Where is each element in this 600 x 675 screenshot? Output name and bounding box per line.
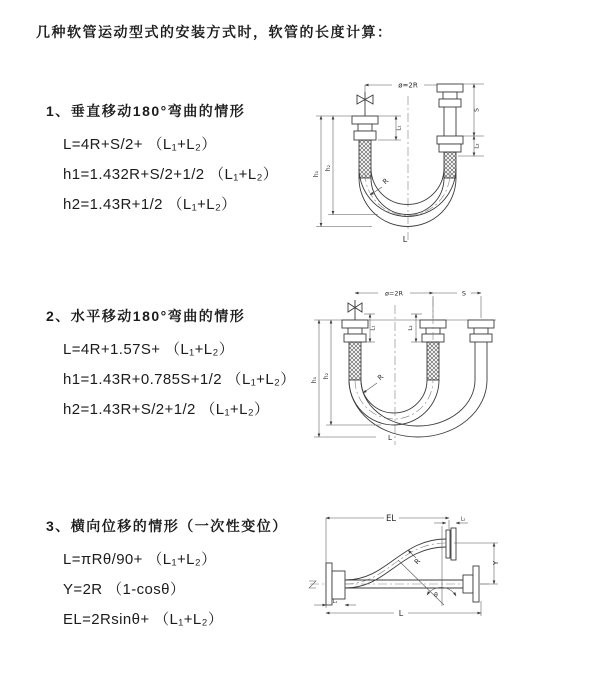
- flange-fitting-upper: [446, 528, 456, 560]
- flange-fitting-right-lower: [437, 136, 463, 178]
- braided-section: [359, 140, 371, 178]
- flange-fitting-right: [463, 566, 479, 602]
- formula: h1=1.43R+0.785S+1/2 （L₁+L₂）: [63, 371, 296, 388]
- flange-fitting-right-upper: [437, 84, 463, 136]
- radius-leader: [363, 373, 385, 393]
- radius-label: R: [412, 557, 423, 567]
- formula: L=πRθ/90+ （L₁+L₂）: [63, 551, 217, 568]
- diagram-lateral-offset: [296, 496, 600, 632]
- diagram-horizontal-travel: [306, 280, 598, 465]
- page-title: 几种软管运动型式的安装方式时，软管的长度计算：: [36, 24, 393, 40]
- section-2: [46, 306, 296, 425]
- dimension-length: [326, 601, 481, 618]
- valve-icon: [357, 92, 373, 116]
- formula: h1=1.432R+S/2+1/2 （L₁+L₂）: [63, 166, 279, 183]
- fitting-left-label: L₁: [396, 125, 403, 131]
- fitting-right-label: L₂: [474, 143, 481, 149]
- fitting-left-label: L₁: [370, 325, 377, 331]
- formula: Y=2R （1-cosθ）: [63, 581, 186, 598]
- offset-label: Y: [492, 560, 500, 566]
- radius-label: R: [376, 372, 386, 383]
- formula: h2=1.43R+1/2 （L₁+L₂）: [63, 196, 237, 213]
- stroke-label: S: [461, 289, 467, 298]
- flange-fitting-right: [468, 320, 494, 380]
- formula: h2=1.43R+S/2+1/2 （L₁+L₂）: [63, 401, 270, 418]
- braided-section: [427, 342, 439, 380]
- section-3-heading: 3、横向位移的情形（一次性变位）: [46, 518, 288, 534]
- length-label: L: [402, 235, 408, 244]
- span-top-label: ø=2R: [398, 81, 418, 90]
- span-top-label: EL: [385, 514, 397, 524]
- hose-u-bend: [359, 168, 456, 227]
- flange-fitting-left: [352, 116, 378, 178]
- length-label: L: [388, 434, 392, 442]
- section-2-heading: 2、水平移动180°弯曲的情形: [46, 308, 246, 324]
- diagram-vertical-travel: [308, 66, 598, 264]
- stroke-label: S: [473, 108, 481, 112]
- fitting-right-label: L₂: [460, 516, 466, 523]
- dimension-fitting-right: [434, 517, 468, 524]
- dimension-fitting-left: [314, 599, 356, 605]
- dimension-fitting-left: [378, 116, 403, 140]
- height1-label: h₁: [313, 170, 320, 178]
- height1-label: h₁: [311, 376, 318, 384]
- formula: EL=2Rsinθ+ （L₁+L₂）: [63, 611, 224, 628]
- formula: L=4R+1.57S+ （L₁+L₂）: [63, 341, 235, 358]
- section-1: [46, 101, 278, 220]
- angle-label: θ: [434, 592, 438, 599]
- formula: L=4R+S/2+ （L₁+L₂）: [63, 136, 217, 153]
- flange-fitting-left: [342, 320, 368, 380]
- radius-label: R: [381, 176, 391, 187]
- height2-label: h₂: [323, 372, 330, 380]
- section-1-heading: 1、垂直移动180°弯曲的情形: [46, 103, 246, 119]
- height2-label: h₂: [325, 164, 332, 172]
- braided-section: [349, 342, 361, 380]
- valve-icon: [348, 300, 362, 320]
- axis-break-mark: [309, 581, 316, 588]
- span-top-label: ø=2R: [384, 289, 404, 298]
- fitting-mid-label: L₂: [408, 325, 414, 331]
- hose-s-curve: [345, 539, 446, 588]
- dimension-stroke-right: [458, 84, 484, 156]
- length-label: L: [398, 609, 404, 618]
- fitting-left-label: L₁: [332, 599, 338, 605]
- section-3: [46, 516, 288, 635]
